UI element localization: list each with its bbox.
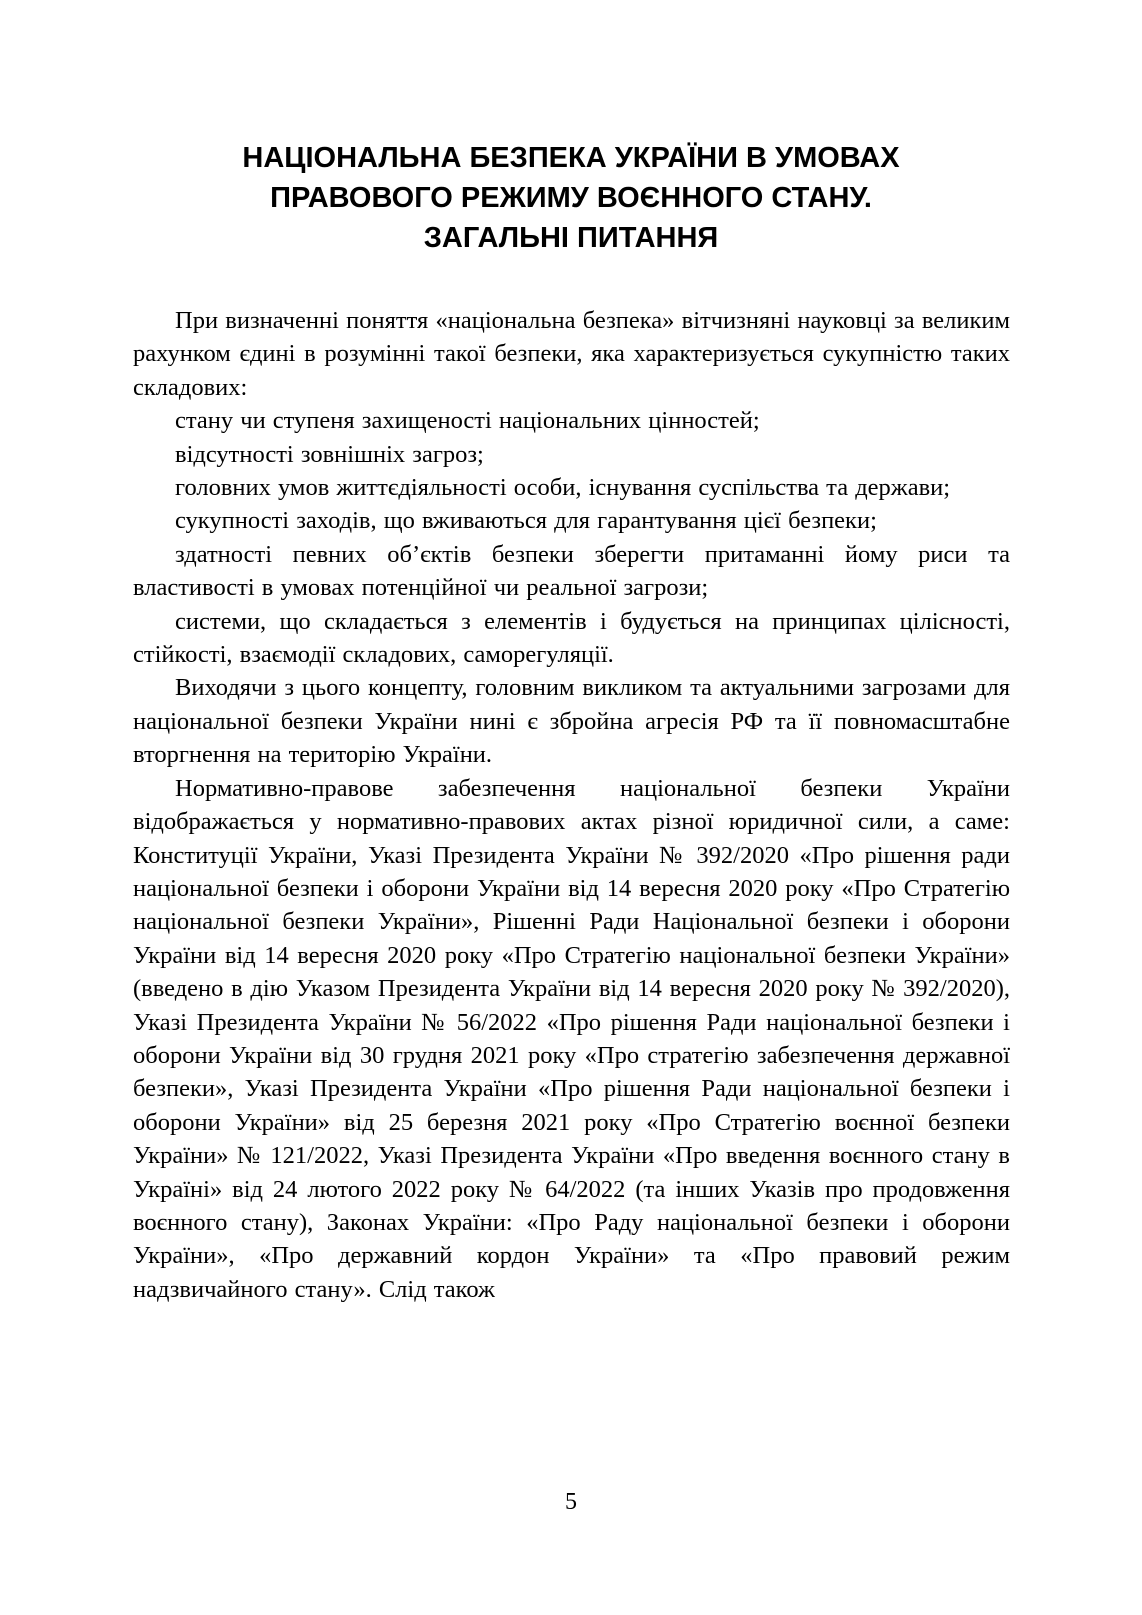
title-line-3: ЗАГАЛЬНІ ПИТАННЯ — [423, 222, 719, 254]
paragraph-threats: Виходячи з цього концепту, головним викликом та актуальними загрозами для національної безпеки України нині є збройна агресія РФ та її повномасштабне вторгнення на територію України. — [133, 674, 1010, 769]
title-line-1: НАЦІОНАЛЬНА БЕЗПЕКА УКРАЇНИ В УМОВАХ — [242, 142, 900, 174]
paragraph-legal-framework: Нормативно-правове забезпечення національної безпеки України відображається у нормативно-правових актах різної юридичної сили, а саме: Конституції України, Указі Президента України № 392/2020 «Про рішення ради національної безпеки і оборони України від 14 вересня 2020 року «Про Стратегію національної безпеки України», Рішенні Ради Національної безпеки і оборони України від 14 вересня 2020 року «Про Стратегію національної безпеки України» (введено в дію Указом Президента України від 14 вересня 2020 року № 392/2020), Указі Президента України № 56/2022 «Про рішення Ради національної безпеки і оборони України від 30 грудня 2021 року «Про стратегію забезпечення державної безпеки», Указі Президента України «Про рішення Ради національної безпеки і оборони України» від 25 березня 2021 року «Про Стратегію воєнної безпеки України» № 121/2022, Указі Президента України «Про введення воєнного стану в Україні» від 24 лютого 2022 року № 64/2022 (та інших Указів про продовження воєнного стану), Законах України: «Про Раду національної безпеки і оборони України», «Про державний кордон України» та «Про правовий режим надзвичайного стану». Слід також — [133, 774, 1010, 1303]
page-number: 5 — [565, 1489, 577, 1515]
paragraph-component-6: системи, що складається з елементів і будується на принципах цілісності, стійкості, взаємодії складових, саморегуляції. — [133, 607, 1010, 669]
paragraph-component-3: головних умов життєдіяльності особи, існування суспільства та держави; — [175, 474, 951, 502]
paragraph-intro: При визначенні поняття «національна безпека» вітчизняні науковці за великим рахунком єдині в розумінні такої безпеки, яка характеризується сукупністю таких складових: — [133, 307, 1010, 401]
page-title — [0, 0, 1142, 258]
paragraph-component-5: здатності певних об’єктів безпеки зберегти притаманні йому риси та властивості в умовах потенційної чи реальної загрози; — [133, 540, 1010, 602]
paragraph-component-4: сукупності заходів, що вживаються для гарантування цієї безпеки; — [175, 507, 877, 535]
title-line-2: ПРАВОВОГО РЕЖИМУ ВОЄННОГО СТАНУ. — [270, 182, 872, 214]
paragraph-component-1: стану чи ступеня захищеності національних цінностей; — [175, 407, 760, 435]
document-body — [133, 304, 1010, 1306]
paragraph-component-2: відсутності зовнішніх загроз; — [175, 440, 484, 468]
